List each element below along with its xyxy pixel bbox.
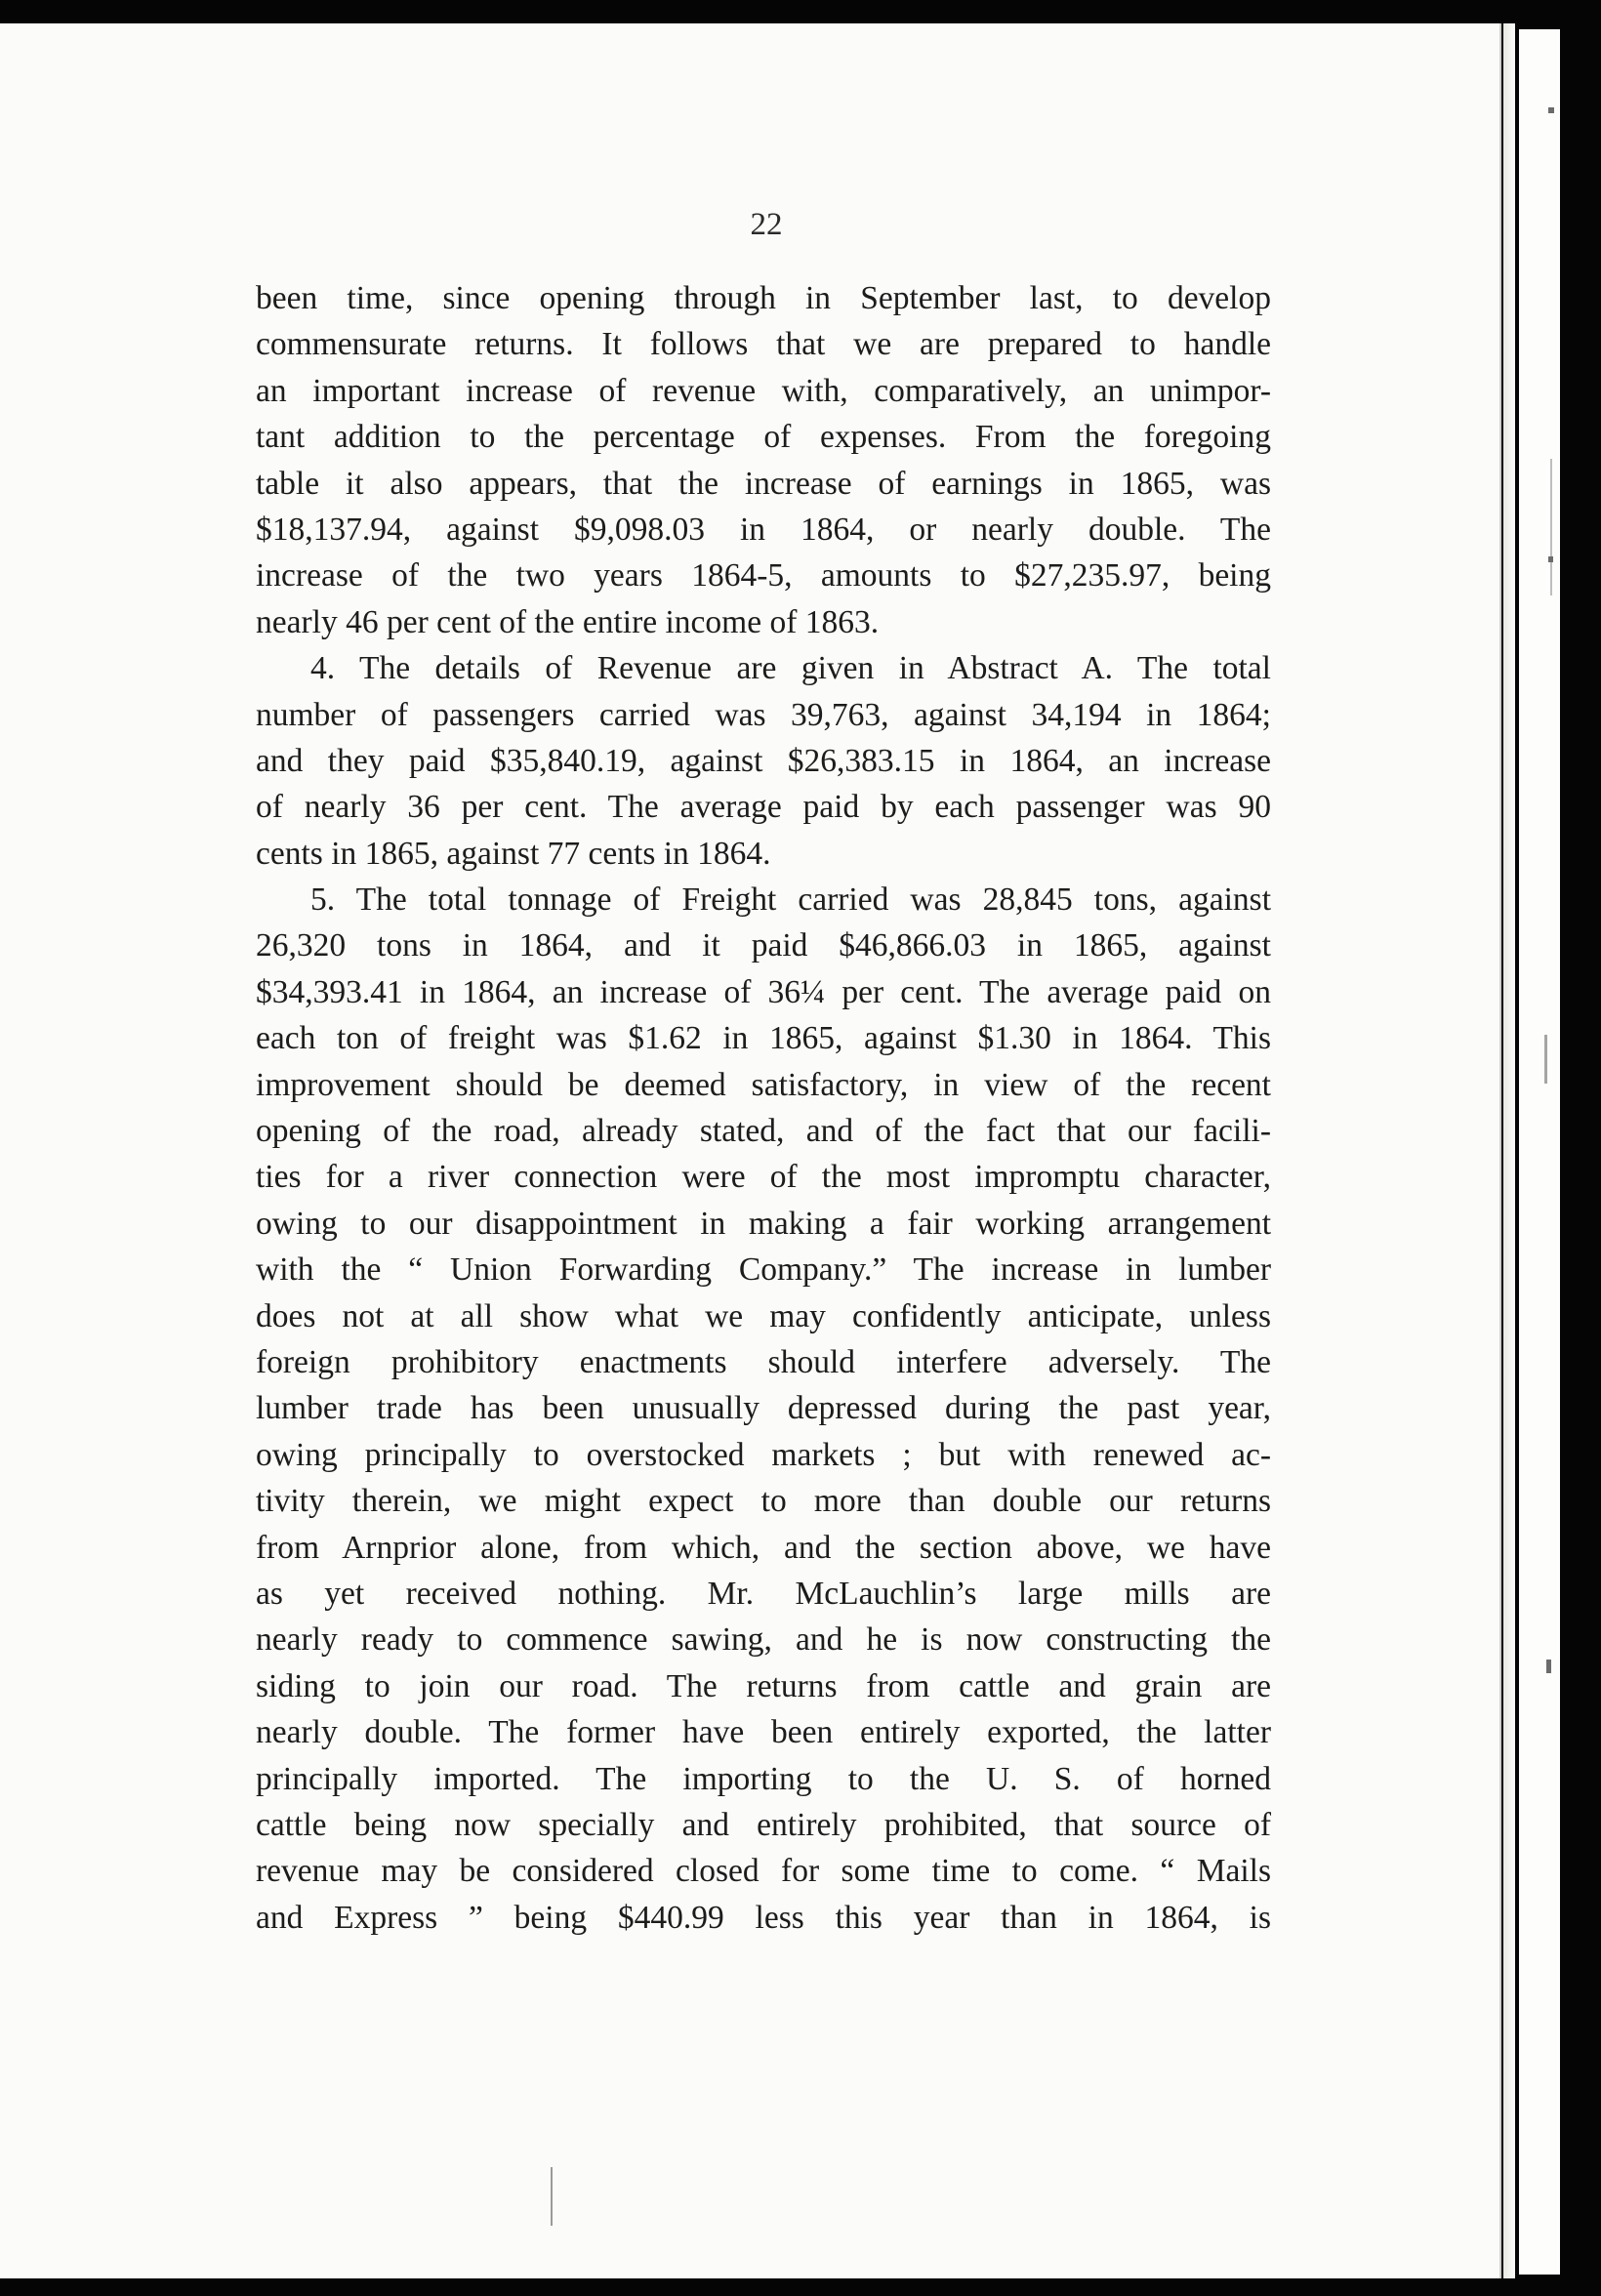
text-line: increase of the two years 1864-5, amounts to $27,235.97, being <box>256 557 1271 594</box>
body-text <box>256 275 1271 1941</box>
text-line: 26,320 tons in 1864, and it paid $46,866.03 in 1865, against <box>256 927 1271 964</box>
text-line: improvement should be deemed satisfactory, in view of the recent <box>256 1066 1271 1103</box>
scan-speck <box>1546 1660 1551 1673</box>
text-line: each ton of freight was $1.62 in 1865, against $1.30 in 1864. This <box>256 1020 1271 1057</box>
scan-speck <box>1548 556 1553 562</box>
text-line: number of passengers carried was 39,763, against 34,194 in 1864; <box>256 696 1271 733</box>
page-edge-shadow <box>1503 23 1515 2278</box>
text-line: and they paid $35,840.19, against $26,383.15 in 1864, an increase <box>256 742 1271 779</box>
text-line: nearly 46 per cent of the entire income of 1863. <box>256 603 880 640</box>
text-line: foreign prohibitory enactments should interfere adversely. The <box>256 1343 1271 1380</box>
scan-speck <box>1548 107 1554 113</box>
scan-line <box>1544 1035 1547 1084</box>
text-line: $34,393.41 in 1864, an increase of 36¼ per cent. The average paid on <box>256 973 1271 1010</box>
text-line: $18,137.94, against $9,098.03 in 1864, or nearly double. The <box>256 511 1271 548</box>
text-line: does not at all show what we may confidently anticipate, unless <box>256 1297 1271 1334</box>
text-line: lumber trade has been unusually depressed during the past year, <box>256 1390 1271 1427</box>
text-line: opening of the road, already stated, and of the fact that our facili- <box>256 1113 1271 1150</box>
book-page <box>0 23 1501 2278</box>
text-line: with the “ Union Forwarding Company.” The increase in lumber <box>256 1251 1271 1289</box>
text-line: tant addition to the percentage of expenses. From the foregoing <box>256 419 1271 456</box>
text-line: nearly ready to commence sawing, and he is now constructing the <box>256 1621 1271 1659</box>
text-line: owing principally to overstocked markets ; but with renewed ac- <box>256 1436 1271 1473</box>
text-line: owing to our disappointment in making a fair working arrangement <box>256 1205 1271 1242</box>
text-line: 5. The total tonnage of Freight carried was 28,845 tons, against <box>310 882 1271 919</box>
text-line: and Express ” being $440.99 less this year than in 1864, is <box>256 1899 1271 1936</box>
text-line: nearly double. The former have been entirely exported, the latter <box>256 1714 1271 1751</box>
text-line: ties for a river connection were of the most impromptu character, <box>256 1159 1271 1196</box>
page-number: 22 <box>750 207 783 242</box>
text-line: principally imported. The importing to the U. S. of horned <box>256 1760 1271 1797</box>
text-line: table it also appears, that the increase of earnings in 1865, was <box>256 465 1271 502</box>
text-line: commensurate returns. It follows that we are prepared to handle <box>256 326 1271 363</box>
text-line: as yet received nothing. Mr. McLauchlin’s large mills are <box>256 1575 1271 1612</box>
text-line: been time, since opening through in September last, to develop <box>256 280 1271 316</box>
text-line: revenue may be considered closed for some time to come. “ Mails <box>256 1853 1271 1890</box>
text-line: from Arnprior alone, from which, and the section above, we have <box>256 1529 1271 1566</box>
text-line: 4. The details of Revenue are given in Abstract A. The total <box>310 650 1271 687</box>
scan-line <box>1550 459 1552 595</box>
text-line: siding to join our road. The returns from cattle and grain are <box>256 1667 1271 1704</box>
text-line: of nearly 36 per cent. The average paid by each passenger was 90 <box>256 789 1271 826</box>
text-line: an important increase of revenue with, comparatively, an unimpor- <box>256 372 1271 409</box>
adjacent-page-edge <box>1519 29 1560 2275</box>
text-line: cents in 1865, against 77 cents in 1864. <box>256 835 771 872</box>
scan-line <box>551 2167 553 2226</box>
text-line: cattle being now specially and entirely prohibited, that source of <box>256 1806 1271 1843</box>
text-line: tivity therein, we might expect to more than double our returns <box>256 1483 1271 1520</box>
